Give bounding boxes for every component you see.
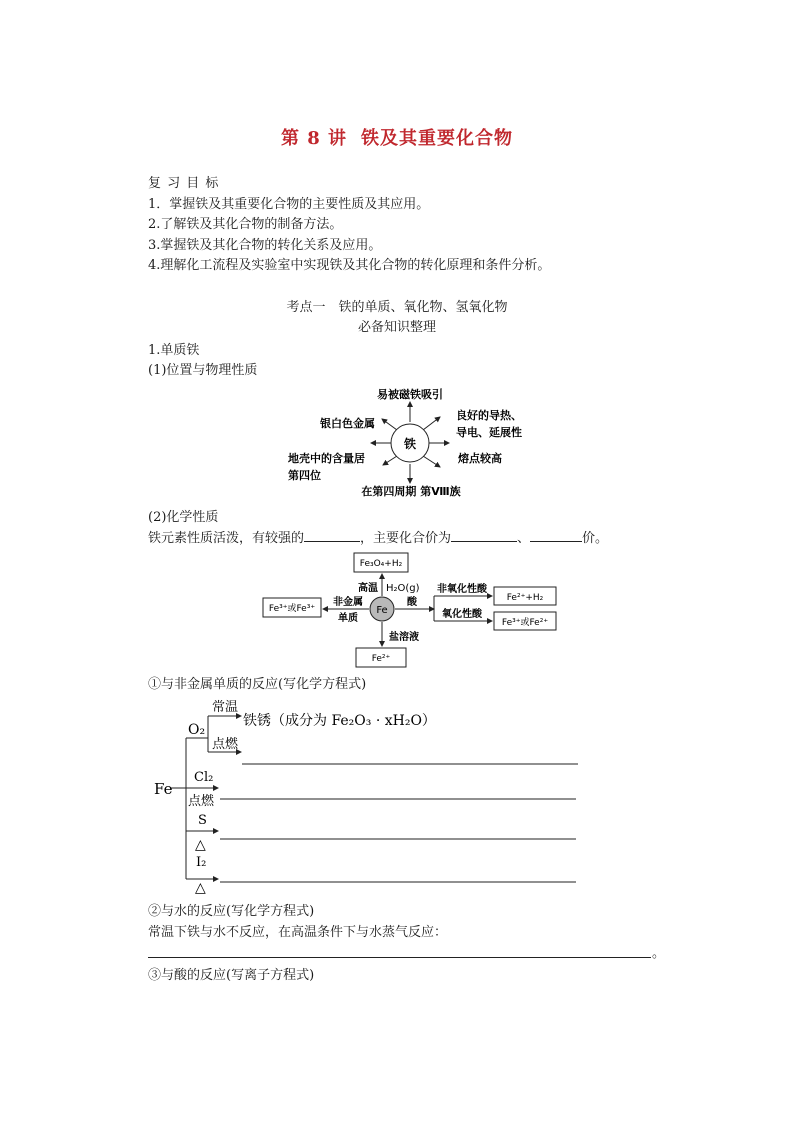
label-steam: H₂O(g) [386, 583, 420, 594]
prop-conductivity-1: 良好的导热、 [456, 409, 522, 422]
part1-heading: 1.单质铁 [148, 343, 200, 358]
section-heading: 考点一 铁的单质、氧化物、氢氧化物 [286, 300, 508, 315]
chemical-properties-diagram [262, 550, 562, 672]
box-fe2-h2-label: Fe²⁺+H₂ [506, 593, 544, 603]
heat-symbol-2: △ [195, 880, 206, 896]
part2-text-a: 铁元素性质活泼，有较强的 [148, 531, 305, 546]
prop-abundance-2: 第四位 [288, 469, 321, 482]
nonmetal-reaction-diagram [148, 697, 588, 897]
fe-center-label: Fe [376, 605, 388, 616]
goal-item-3: 3.掌握铁及其化合物的转化关系及应用。 [148, 238, 382, 253]
fe-label: Fe [154, 780, 173, 798]
label-nonmetal: 非金属 [333, 597, 363, 608]
part2-text-d: 价。 [582, 531, 609, 546]
part1-subheading: (1)位置与物理性质 [148, 363, 258, 378]
label-high-temp: 高温 [358, 583, 378, 594]
reaction2-heading: ②与水的反应(写化学方程式) [148, 904, 315, 919]
label-oxidizing-acid: 氧化性酸 [442, 609, 482, 620]
s-label: S [198, 813, 207, 828]
part2-sentence [148, 528, 608, 549]
part2-heading: (2)化学性质 [148, 510, 219, 525]
blank-valence-1[interactable] [451, 528, 517, 542]
cl2-label: Cl₂ [194, 770, 214, 785]
goal-item-2: 2.了解铁及其化合物的制备方法。 [148, 217, 343, 232]
part2-text-c: 、 [517, 531, 531, 546]
o2-label: O₂ [188, 722, 206, 738]
page-title [0, 124, 794, 150]
section-subheading: 必备知识整理 [357, 320, 436, 335]
ignite-label-2: 点燃 [188, 794, 215, 809]
iron-center-label: 铁 [403, 437, 417, 451]
label-nonoxidizing-acid: 非氧化性酸 [437, 584, 487, 595]
box-fe2-label: Fe²⁺ [371, 654, 391, 664]
reaction3-heading: ③与酸的反应(写离子方程式) [148, 968, 315, 983]
prop-position: 在第四周期 第Ⅷ族 [361, 485, 461, 498]
reaction1-heading: ①与非金属单质的反应(写化学方程式) [148, 677, 367, 692]
title-topic: 铁及其重要化合物 [361, 128, 514, 149]
box-fe3-nonmetal-label: Fe³⁺或Fe³⁺ [268, 604, 316, 614]
physical-properties-diagram [280, 382, 540, 500]
i2-label: I₂ [196, 855, 207, 870]
room-temp-label: 常温 [212, 700, 239, 715]
title-lecture-number: 第 8 讲 [280, 128, 348, 149]
prop-conductivity-2: 导电、延展性 [456, 426, 522, 439]
part2-text-b: ，主要化合价为 [360, 531, 452, 546]
reaction2-text: 常温下铁与水不反应，在高温条件下与水蒸气反应： [148, 925, 448, 940]
prop-magnet: 易被磁铁吸引 [377, 388, 443, 401]
rust-label: 铁锈（成分为 Fe₂O₃ · xH₂O） [243, 713, 436, 729]
label-salt-solution: 盐溶液 [389, 632, 419, 643]
box-fe3-or-fe2-label: Fe³⁺或Fe²⁺ [501, 618, 549, 628]
ignite-label-1: 点燃 [212, 737, 239, 752]
prop-abundance-1: 地壳中的含量居 [288, 452, 365, 465]
goals-heading: 复 习 目 标 [148, 176, 220, 191]
goal-item-1: 1．掌握铁及其重要化合物的主要性质及其应用。 [148, 197, 430, 212]
label-element: 单质 [338, 613, 358, 624]
blank-valence-2[interactable] [530, 528, 582, 542]
box-fe3o4-label: Fe₃O₄+H₂ [359, 559, 403, 569]
reaction2-end: 。 [652, 946, 666, 961]
goal-item-4: 4.理解化工流程及实验室中实现铁及其化合物的转化原理和条件分析。 [148, 258, 551, 273]
answer-line-water[interactable] [148, 957, 651, 958]
prop-melting: 熔点较高 [458, 452, 502, 465]
blank-property[interactable] [304, 528, 360, 542]
label-acid: 酸 [407, 597, 417, 608]
prop-color: 银白色金属 [320, 417, 375, 430]
heat-symbol-1: △ [195, 837, 206, 853]
